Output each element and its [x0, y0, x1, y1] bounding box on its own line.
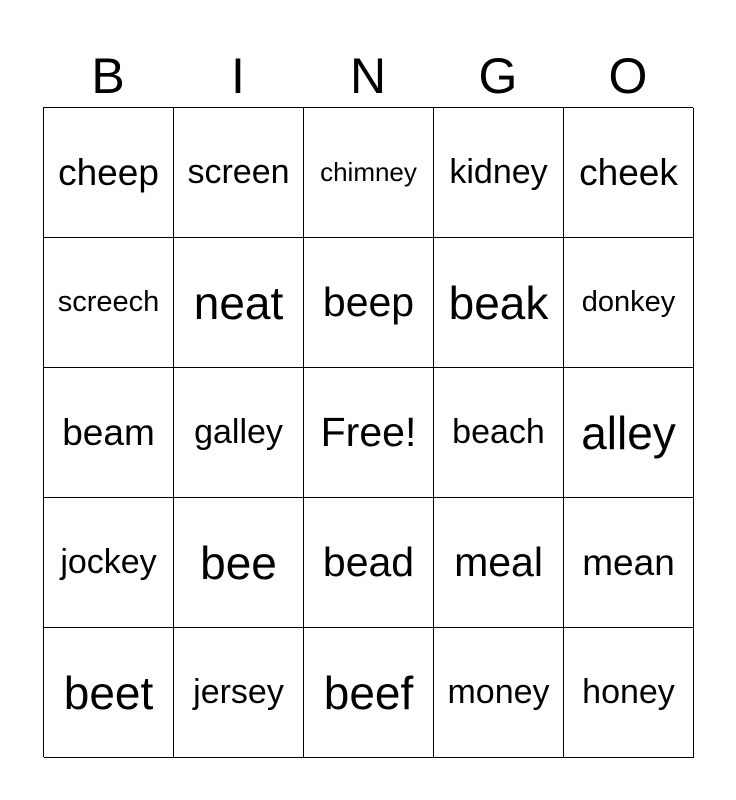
bingo-cell[interactable]: mean — [564, 498, 694, 628]
bingo-cell[interactable]: beak — [434, 238, 564, 368]
bingo-cell[interactable]: jersey — [174, 628, 304, 758]
header-letter-g: G — [478, 48, 518, 104]
bingo-cell[interactable]: beef — [304, 628, 434, 758]
bingo-cell[interactable]: beam — [44, 368, 174, 498]
bingo-cell[interactable]: neat — [174, 238, 304, 368]
bingo-cell[interactable]: beach — [434, 368, 564, 498]
bingo-cell[interactable]: screen — [174, 108, 304, 238]
header-letter-n: N — [349, 48, 387, 104]
bingo-cell[interactable]: kidney — [434, 108, 564, 238]
header-letter-i: I — [231, 48, 245, 104]
bingo-cell[interactable]: honey — [564, 628, 694, 758]
bingo-cell[interactable]: cheep — [44, 108, 174, 238]
bingo-cell[interactable]: chimney — [304, 108, 434, 238]
bingo-cell[interactable]: jockey — [44, 498, 174, 628]
bingo-cell[interactable]: bead — [304, 498, 434, 628]
bingo-cell[interactable]: beep — [304, 238, 434, 368]
header-letter-b: B — [91, 48, 125, 104]
bingo-cell-free[interactable]: Free! — [304, 368, 434, 498]
bingo-cell[interactable]: donkey — [564, 238, 694, 368]
bingo-cell[interactable]: beet — [44, 628, 174, 758]
bingo-cell[interactable]: meal — [434, 498, 564, 628]
bingo-cell[interactable]: galley — [174, 368, 304, 498]
header-letter-o: O — [608, 48, 648, 104]
bingo-cell[interactable]: alley — [564, 368, 694, 498]
bingo-cell[interactable]: money — [434, 628, 564, 758]
bingo-cell[interactable]: screech — [44, 238, 174, 368]
bingo-cell[interactable]: cheek — [564, 108, 694, 238]
bingo-cell[interactable]: bee — [174, 498, 304, 628]
bingo-header — [43, 44, 693, 108]
bingo-board — [43, 107, 693, 757]
